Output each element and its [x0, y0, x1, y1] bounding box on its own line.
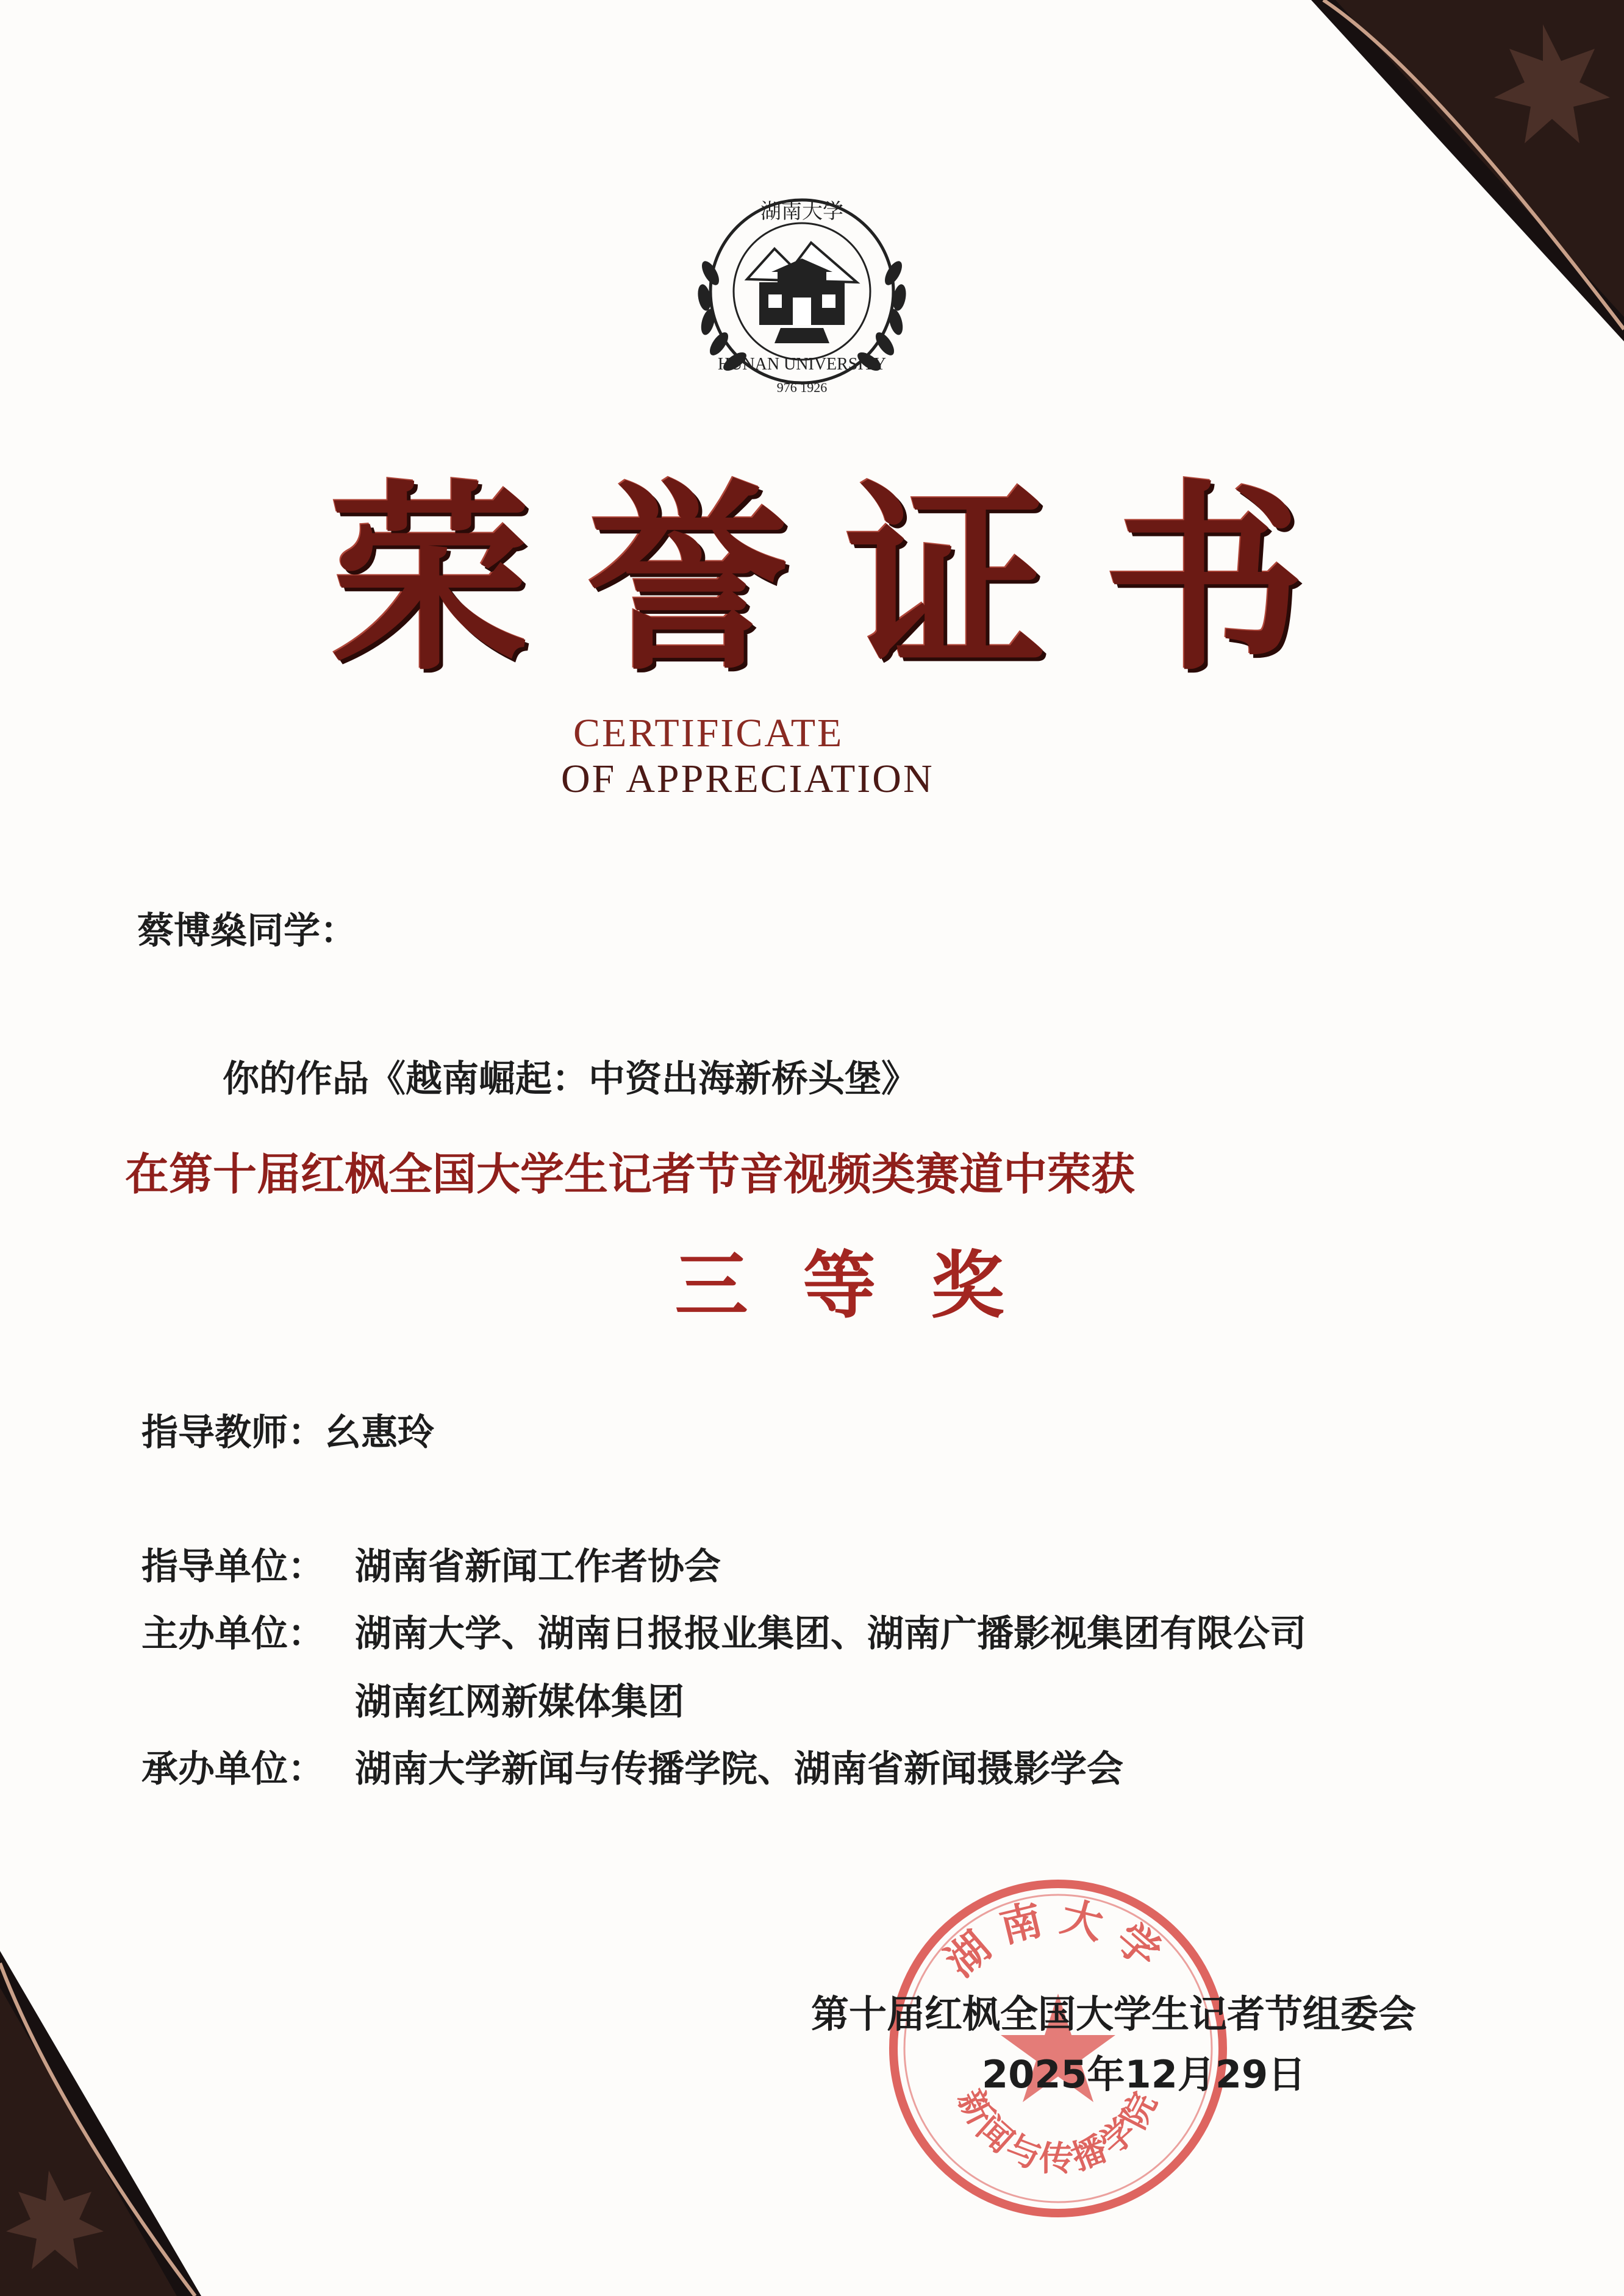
- host-unit-row: [141, 1613, 1306, 1655]
- title-char-2: 誉: [587, 461, 789, 697]
- emblem-year-text: 976 1926: [776, 380, 828, 395]
- award-level: 三等奖: [674, 1244, 1059, 1328]
- host-unit-row-2: [355, 1681, 684, 1724]
- host-unit-label: 主办单位：: [141, 1613, 324, 1655]
- title-char-3: 证: [845, 461, 1047, 697]
- host-unit-value-line1: 湖南大学、湖南日报报业集团、湖南广播影视集团有限公司: [355, 1613, 1306, 1655]
- official-seal: [875, 1866, 1241, 2231]
- organizer-unit-value: 湖南大学新闻与传播学院、湖南省新闻摄影学会: [355, 1748, 1123, 1791]
- corner-decoration-top-right: [1311, 0, 1624, 341]
- english-title-line2: OF APPRECIATION: [561, 757, 934, 801]
- work-title: 你的作品《越南崛起：中资出海新桥头堡》: [223, 1058, 918, 1100]
- organizer-unit-label: 承办单位：: [141, 1748, 324, 1791]
- title-char-1: 荣: [329, 461, 531, 697]
- english-title-line1: CERTIFICATE: [573, 711, 844, 755]
- emblem-university-text: HUNAN UNIVERSITY: [717, 355, 887, 374]
- advisor: 指导教师：幺惠玲: [141, 1411, 434, 1454]
- guiding-unit-value: 湖南省新闻工作者协会: [355, 1546, 721, 1588]
- award-statement: 在第十届红枫全国大学生记者节音视频类赛道中荣获: [125, 1149, 1136, 1200]
- guiding-unit-label: 指导单位：: [141, 1546, 324, 1588]
- seal-bottom-text: 新闻与传播学院: [950, 2083, 1167, 2179]
- organizer-unit-row: [141, 1748, 1123, 1791]
- recipient-name: 蔡博燊同学：: [137, 910, 357, 952]
- guiding-unit-row: [141, 1546, 721, 1588]
- issue-date: 2025年12月29日: [982, 2052, 1306, 2097]
- organizing-committee: 第十届红枫全国大学生记者节组委会: [811, 1992, 1417, 2036]
- svg-text:新闻与传播学院: [950, 2083, 1166, 2179]
- corner-decoration-bottom-left: [0, 1951, 201, 2296]
- host-unit-value-line2: 湖南红网新媒体集团: [355, 1681, 684, 1724]
- certificate-title: [329, 463, 1305, 695]
- emblem-top-text: 湖南大学: [760, 199, 843, 224]
- university-emblem: [668, 176, 936, 413]
- title-char-4: 书: [1103, 461, 1305, 697]
- seal-top-text: 湖南大学: [936, 1892, 1180, 1987]
